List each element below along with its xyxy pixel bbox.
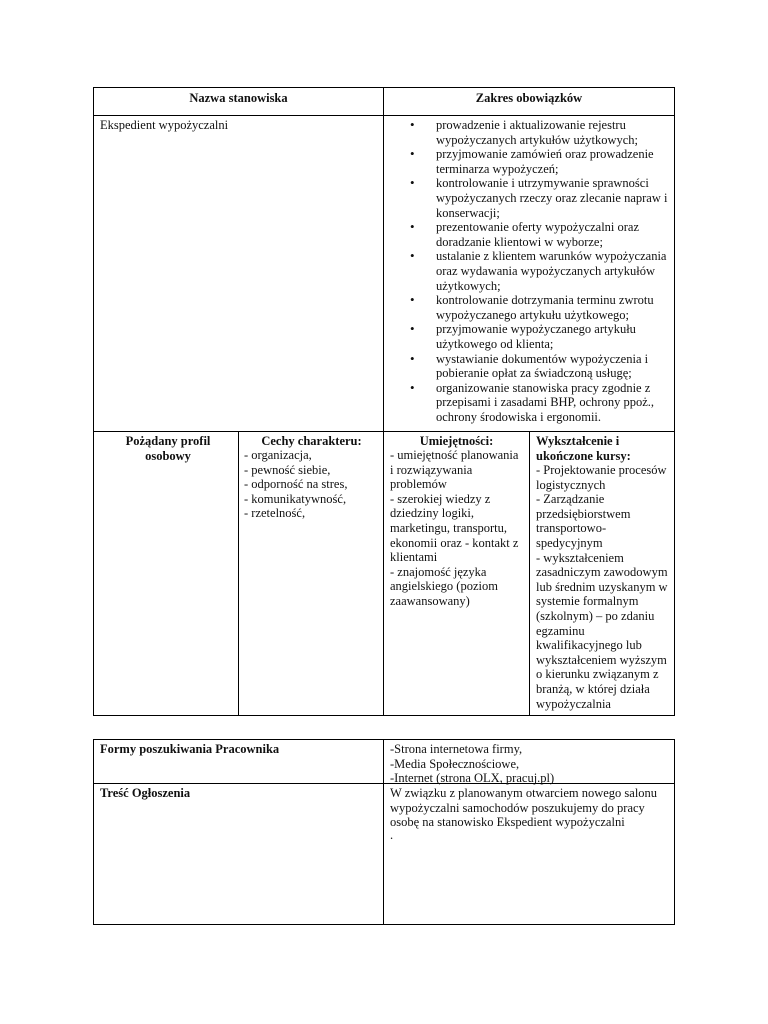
ad-content-label: Treść Ogłoszenia xyxy=(100,786,191,800)
skills-header: Umiejętności: xyxy=(419,434,494,448)
table1-row-divider xyxy=(93,431,675,432)
skill-item: - umiejętność planowania i rozwiązywania problemów xyxy=(390,448,519,492)
header-position-name: Nazwa stanowiska xyxy=(189,91,288,105)
table1-header-divider xyxy=(93,115,675,116)
trait-item: - odporność na stres, xyxy=(244,477,348,492)
ad-content-trailing: . xyxy=(390,828,394,842)
duty-item: • ustalanie z klientem warunków wypożyczania oraz wydawania wypożyczanych artykułów użytkowych; xyxy=(406,249,668,293)
skill-item: - szerokiej wiedzy z dziedziny logiki, marketingu, transportu, ekonomii oraz - kontakt z klientami xyxy=(390,491,519,565)
duties-cell xyxy=(406,118,668,424)
education-header: Wykształcenie i ukończone kursy: xyxy=(536,434,631,463)
duty-item: • organizowanie stanowiska pracy zgodnie z przepisami i zasadami BHP, ochrony ppoż., ochrony środowiska i ergonomii. xyxy=(406,381,668,425)
table1-col-divider-education xyxy=(529,431,530,716)
education-item: - wykształceniem zasadniczym zawodowym lub średnim uzyskanym w systemie formalnym (szkolnym) – po zdaniu egzaminu kwalifikacyjnego lub wykształceniem wyższym o kierunku związanym z branżą, w której działa wypożyczalnia xyxy=(536,550,668,711)
search-method-item: -Media Społecznościowe, xyxy=(390,756,520,771)
search-methods-list xyxy=(390,742,670,786)
trait-item: - pewność siebie, xyxy=(244,462,331,477)
traits-list xyxy=(244,448,380,521)
education-list xyxy=(536,463,670,711)
table1-col-divider-main xyxy=(383,87,384,716)
duty-item: • przyjmowanie zamówień oraz prowadzenie terminarza wypożyczeń; xyxy=(406,147,668,176)
traits-header: Cechy charakteru: xyxy=(261,434,362,448)
profile-label: Pożądany profil osobowy xyxy=(125,434,211,463)
trait-item: - komunikatywność, xyxy=(244,491,347,506)
duty-item: • kontrolowanie dotrzymania terminu zwrotu wypożyczanego artykułu użytkowego; xyxy=(406,293,668,322)
table1-col-divider-traits xyxy=(238,431,239,716)
skills-list xyxy=(390,448,524,609)
position-name-cell: Ekspedient wypożyczalni xyxy=(100,118,229,132)
search-forms-label: Formy poszukiwania Pracownika xyxy=(100,742,280,756)
duty-item: • przyjmowanie wypożyczanego artykułu użytkowego od klienta; xyxy=(406,322,668,351)
duty-item: • wystawianie dokumentów wypożyczenia i pobieranie opłat za świadczoną usługę; xyxy=(406,352,668,381)
duties-list xyxy=(406,118,668,424)
header-duties: Zakres obowiązków xyxy=(475,91,583,105)
trait-item: - rzetelność, xyxy=(244,506,306,521)
duty-item: • prezentowanie oferty wypożyczalni oraz doradzanie klientowi w wyborze; xyxy=(406,220,668,249)
ad-content-text: W związku z planowanym otwarciem nowego salonu wypożyczalni samochodów poszukujemy do pracy osobę na stanowisko Ekspedient wypożyczalni xyxy=(390,786,658,830)
skill-item: - znajomość języka angielskiego (poziom zaawansowany) xyxy=(390,564,498,608)
search-method-item: -Internet (strona OLX, pracuj.pl) xyxy=(390,771,555,786)
education-item: - Zarządzanie przedsiębiorstwem transportowo-spedycyjnym xyxy=(536,492,631,550)
duty-item: • prowadzenie i aktualizowanie rejestru wypożyczanych artykułów użytkowych; xyxy=(406,118,668,147)
education-item: - Projektowanie procesów logistycznych xyxy=(536,463,667,492)
search-method-item: -Strona internetowa firmy, xyxy=(390,742,523,756)
trait-item: - organizacja, xyxy=(244,448,312,462)
duty-item: • kontrolowanie i utrzymywanie sprawności wypożyczanych rzeczy oraz zlecanie napraw i konserwacji; xyxy=(406,176,668,220)
table2-col-divider xyxy=(383,739,384,925)
